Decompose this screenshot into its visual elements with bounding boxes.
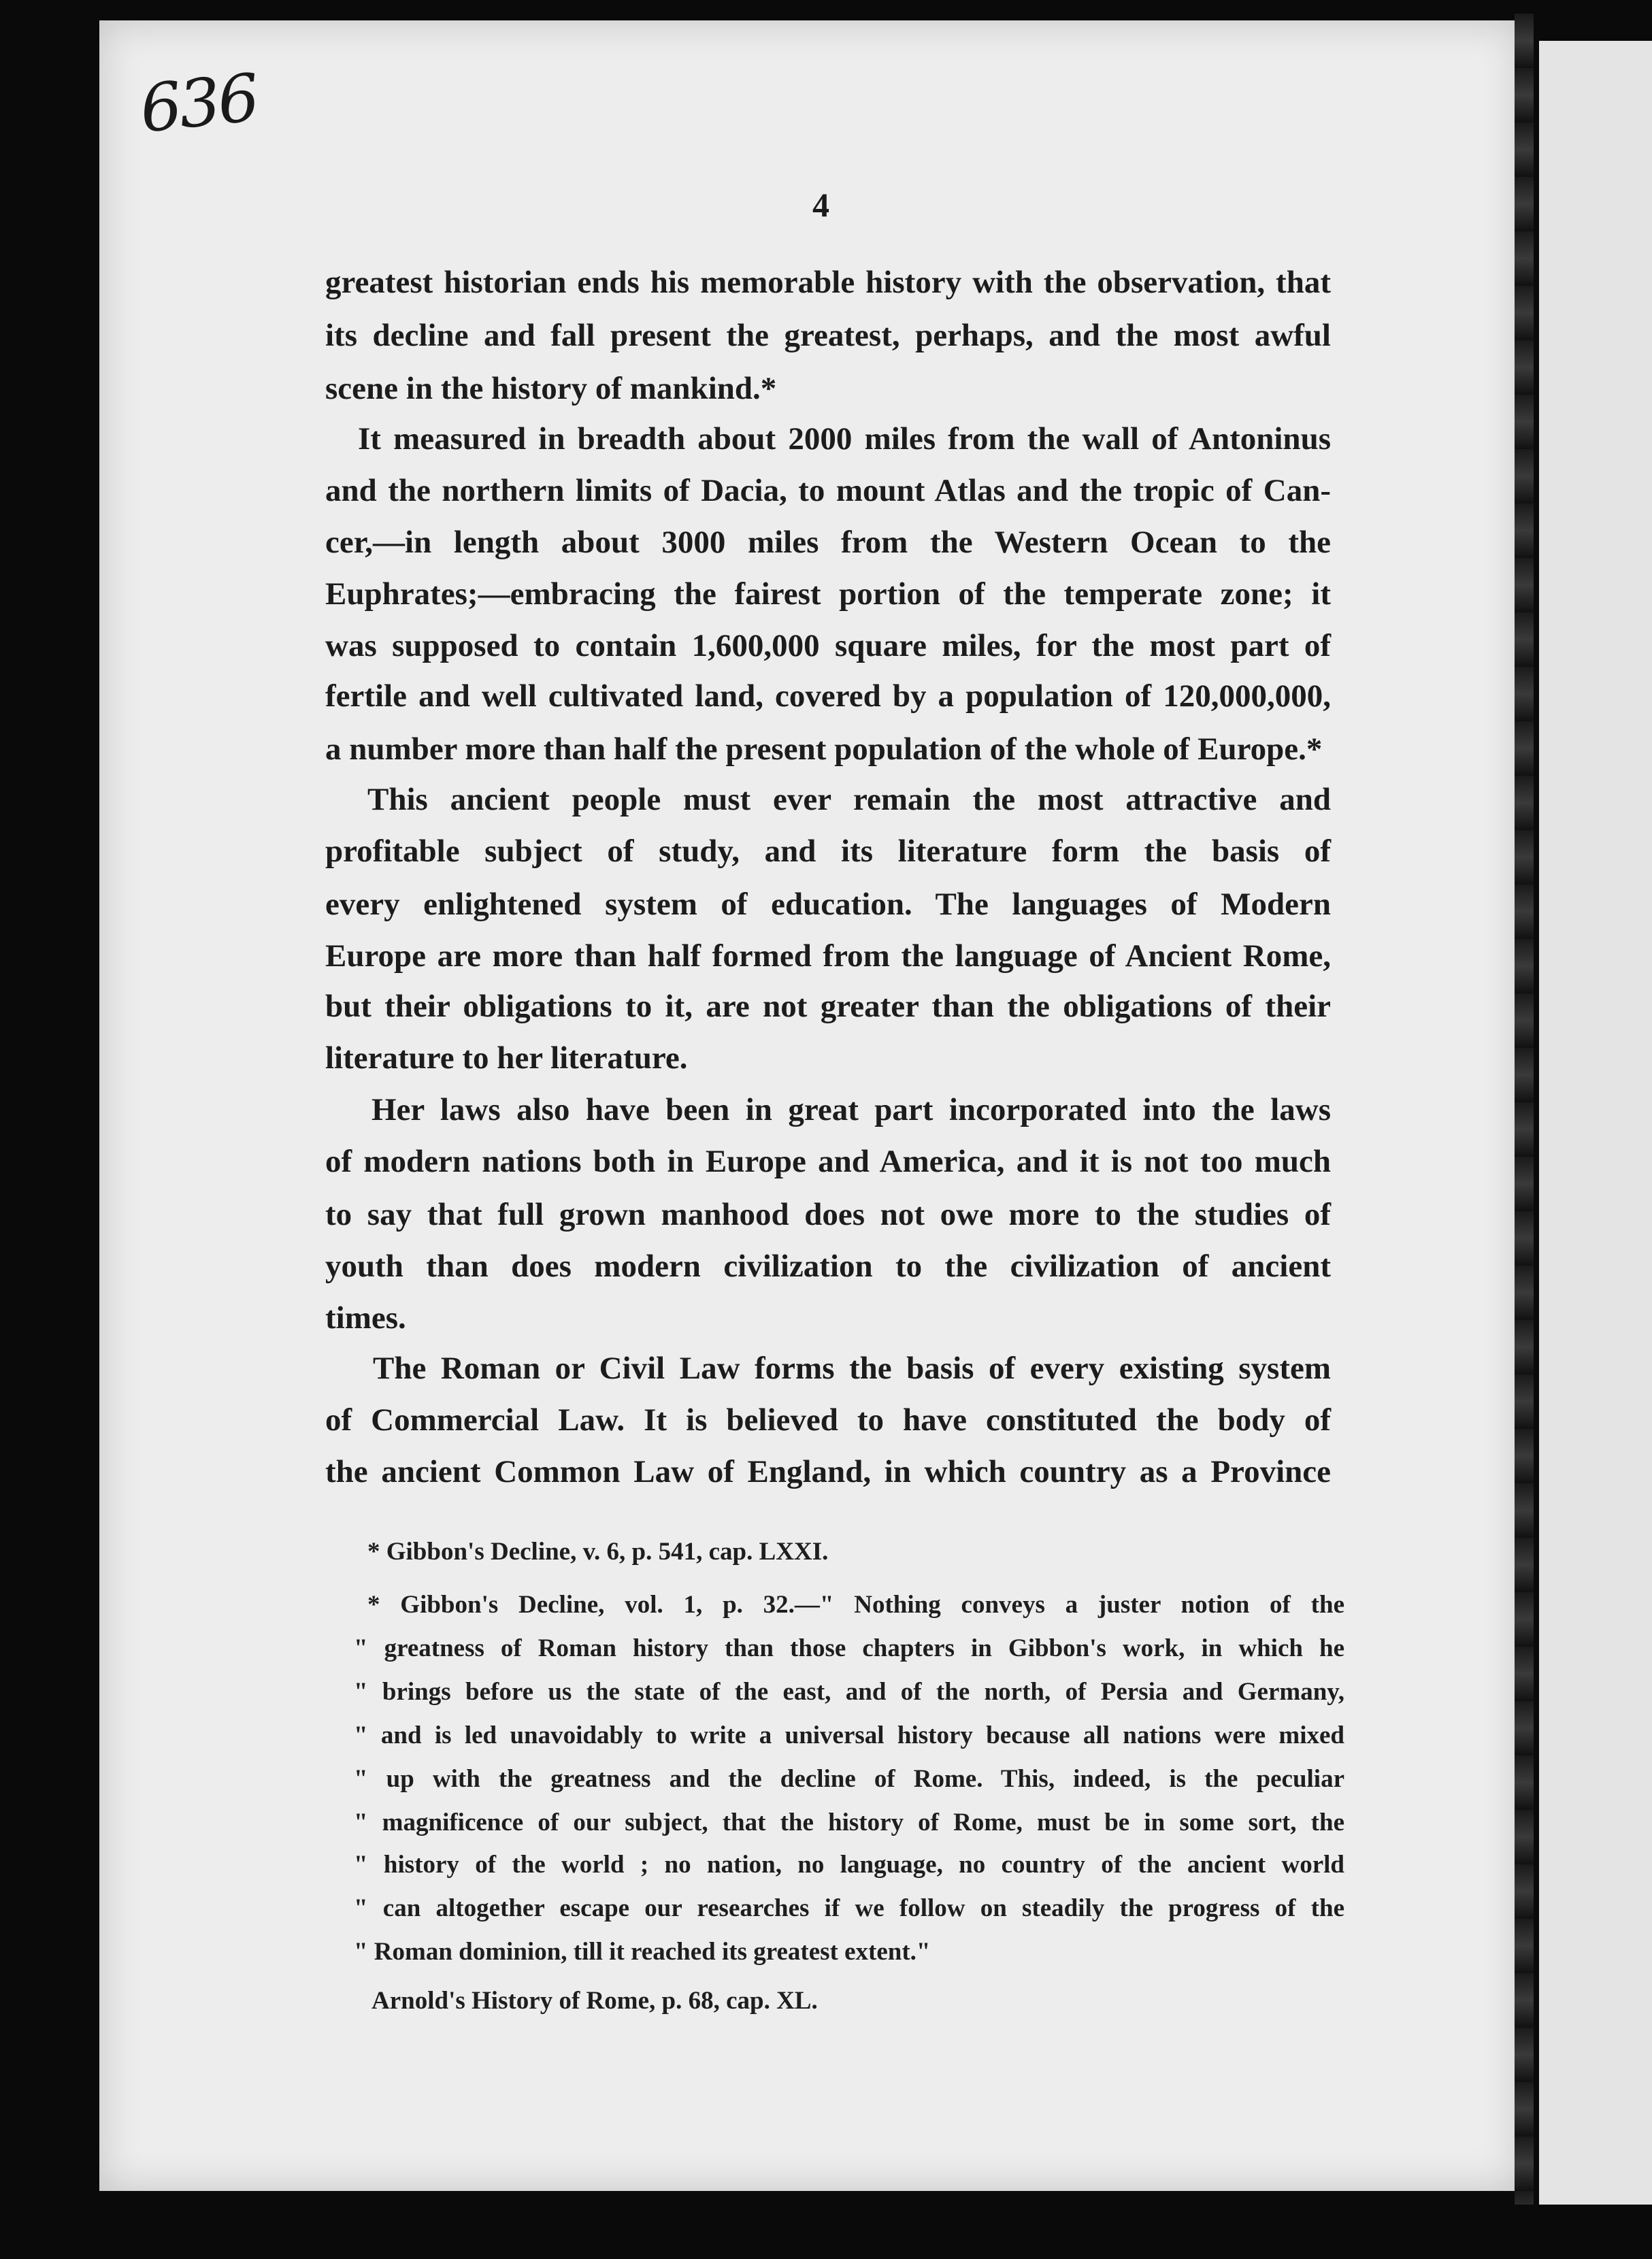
body-line: every enlightened system of education. The languages of Modern (325, 887, 1331, 922)
body-line: Euphrates;—embracing the fairest portion of the temperate zone; it (325, 576, 1331, 612)
body-line: a number more than half the present population of the whole of Europe.* (325, 731, 1323, 767)
body-line: This ancient people must ever remain the most attractive and (367, 782, 1331, 817)
body-line: but their obligations to it, are not greater than the obligations of their (325, 989, 1331, 1024)
footnote-line: " can altogether escape our researches if we follow on steadily the progress of the (354, 1894, 1344, 1922)
footnote-line: Arnold's History of Rome, p. 68, cap. XL. (371, 1987, 818, 2015)
body-line: times. (325, 1300, 406, 1336)
book-spine (1515, 14, 1534, 2205)
body-line: cer,—in length about 3000 miles from the Western Ocean to the (325, 525, 1331, 560)
body-line: Her laws also have been in great part incorporated into the laws (371, 1092, 1331, 1127)
footnote-line: " brings before us the state of the east, and of the north, of Persia and Germany, (354, 1678, 1344, 1706)
body-line: its decline and fall present the greatest, perhaps, and the most awful (325, 318, 1331, 353)
footnote-line: * Gibbon's Decline, v. 6, p. 541, cap. LXXI. (367, 1538, 829, 1566)
body-line: greatest historian ends his memorable history with the observation, that (325, 265, 1331, 300)
body-line: to say that full grown manhood does not owe more to the studies of (325, 1197, 1331, 1232)
body-line: Europe are more than half formed from the language of Ancient Rome, (325, 938, 1331, 974)
body-line: It measured in breadth about 2000 miles from the wall of Antoninus (358, 421, 1331, 457)
body-line: and the northern limits of Dacia, to mount Atlas and the tropic of Can- (325, 473, 1331, 508)
footnote-line: " Roman dominion, till it reached its greatest extent." (354, 1938, 931, 1966)
adjacent-page-edge (1539, 41, 1652, 2205)
handwritten-page-annotation: 636 (136, 59, 261, 148)
footnote-line: " history of the world ; no nation, no language, no country of the ancient world (354, 1851, 1344, 1879)
footnote-line: " and is led unavoidably to write a universal history because all nations were mixed (354, 1721, 1344, 1749)
body-line: the ancient Common Law of England, in which country as a Province (325, 1454, 1331, 1489)
body-line: literature to her literature. (325, 1040, 688, 1076)
footnote-line: * Gibbon's Decline, vol. 1, p. 32.—" Nothing conveys a juster notion of the (367, 1591, 1344, 1619)
body-line: of Commercial Law. It is believed to have constituted the body of (325, 1402, 1331, 1438)
body-line: was supposed to contain 1,600,000 square miles, for the most part of (325, 628, 1331, 663)
footnote-line: " up with the greatness and the decline of Rome. This, indeed, is the peculiar (354, 1765, 1344, 1793)
body-line: of modern nations both in Europe and America, and it is not too much (325, 1144, 1331, 1179)
body-line: scene in the history of mankind.* (325, 371, 777, 406)
page-number: 4 (812, 186, 829, 224)
footnote-line: " magnificence of our subject, that the history of Rome, must be in some sort, the (354, 1809, 1344, 1836)
body-line: The Roman or Civil Law forms the basis of every existing system (373, 1351, 1331, 1386)
footnote-line: " greatness of Roman history than those chapters in Gibbon's work, in which he (354, 1634, 1344, 1662)
body-line: fertile and well cultivated land, covered by a population of 120,000,000, (325, 678, 1331, 714)
body-line: profitable subject of study, and its literature form the basis of (325, 834, 1331, 869)
body-line: youth than does modern civilization to the civilization of ancient (325, 1249, 1331, 1284)
